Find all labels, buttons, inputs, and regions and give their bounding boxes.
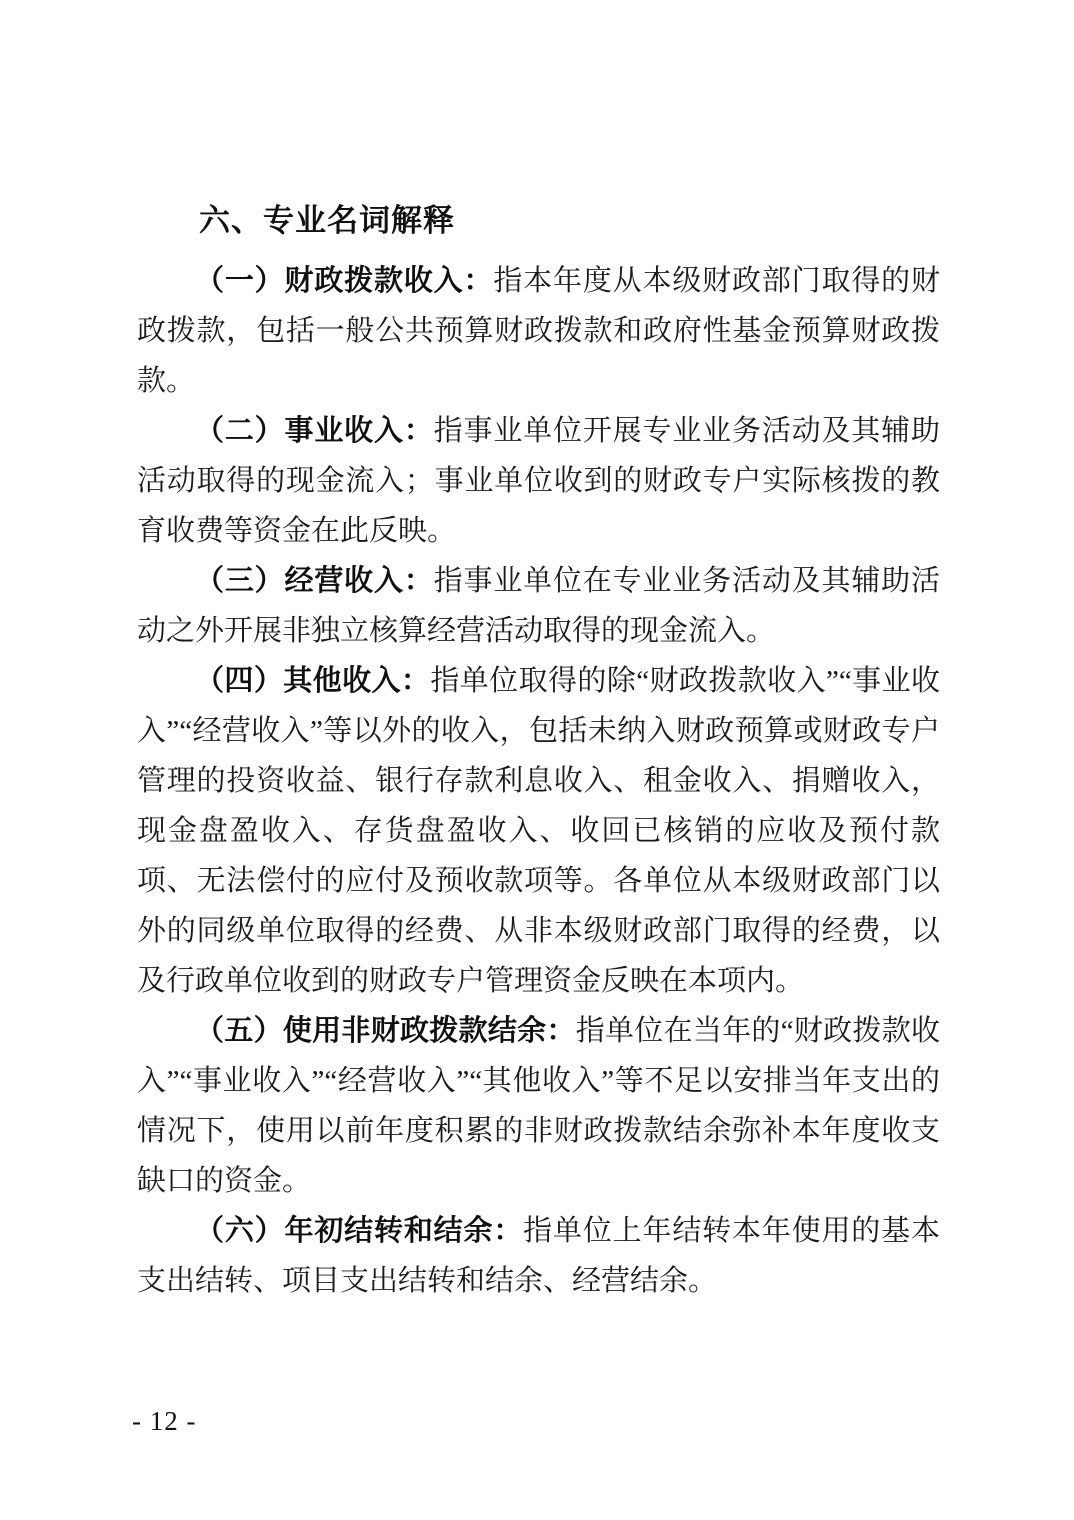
definitions-list [137,256,940,1306]
term-label: （五）使用非财政拨款结余： [195,1015,576,1047]
definition-paragraph [137,1206,940,1306]
definition-paragraph [137,256,940,406]
term-label: （二）事业收入： [195,415,434,447]
definition-paragraph [137,556,940,656]
definition-paragraph [137,656,940,1006]
term-label: （一）财政拨款收入： [195,265,494,297]
term-definition: 指事业单位在专业业务活动及其辅助活动之外开展非独立核算经营活动取得的现金流入。 [137,565,940,647]
definition-paragraph [137,406,940,556]
term-label: （六）年初结转和结余： [195,1215,524,1247]
page-number: - 12 - [132,1406,197,1436]
term-definition: 指单位上年结转本年使用的基本支出结转、项目支出结转和结余、经营结余。 [137,1215,940,1297]
document-body [137,196,940,1306]
section-heading: 六、专业名词解释 [199,203,455,238]
definition-paragraph [137,1006,940,1206]
term-label: （四）其他收入： [195,665,431,697]
term-definition: 指单位在当年的“财政拨款收入”“事业收入”“经营收入”“其他收入”等不足以安排当年支出的情况下，使用以前年度积累的非财政拨款结余弥补本年度收支缺口的资金。 [137,1015,940,1197]
term-label: （三）经营收入： [195,565,434,597]
term-definition: 指单位取得的除“财政拨款收入”“事业收入”“经营收入”等以外的收入，包括未纳入财政预算或财政专户管理的投资收益、银行存款利息收入、租金收入、捐赠收入，现金盘盈收入、存货盘盈收入、收回已核销的应收及预付款项、无法偿付的应付及预收款项等。各单位从本级财政部门以外的同级单位取得的经费、从非本级财政部门取得的经费，以及行政单位收到的财政专户管理资金反映在本项内。 [137,665,940,997]
term-definition: 指本年度从本级财政部门取得的财政拨款，包括一般公共预算财政拨款和政府性基金预算财政拨款。 [137,265,940,397]
term-definition: 指事业单位开展专业业务活动及其辅助活动取得的现金流入；事业单位收到的财政专户实际核拨的教育收费等资金在此反映。 [137,415,940,547]
